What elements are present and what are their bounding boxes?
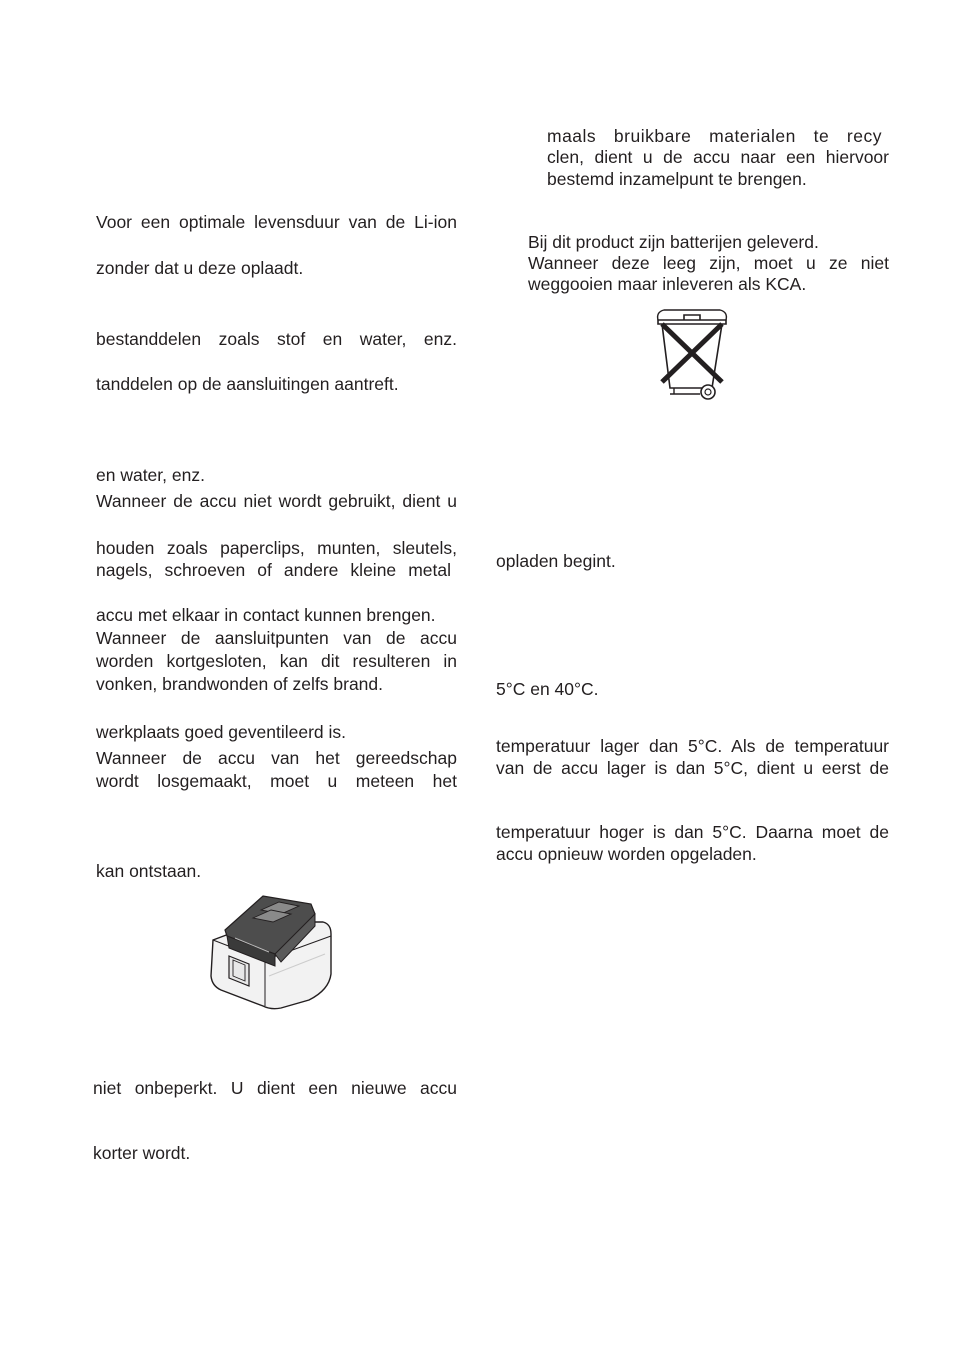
text-line: korter wordt.: [93, 1143, 191, 1163]
text-line: accu met elkaar in contact kunnen brengen.: [96, 605, 436, 625]
text-line: Wanneer de aansluitpunten van de accu: [96, 628, 457, 648]
text-line: Bij dit product zijn batterijen geleverd.: [528, 232, 819, 252]
text-line: Wanneer de accu niet wordt gebruikt, dient u: [96, 491, 457, 511]
text-line: maals bruikbare materialen te recy: [547, 126, 882, 146]
text-line: bestanddelen zoals stof en water, enz.: [96, 329, 457, 349]
text-line: en water, enz.: [96, 465, 205, 485]
text-line: tanddelen op de aansluitingen aantreft.: [96, 374, 399, 394]
text-line: zonder dat u deze oplaadt.: [96, 258, 304, 278]
text-line: weggooien maar inleveren als KCA.: [528, 274, 807, 294]
text-line: Wanneer deze leeg zijn, moet u ze niet: [528, 253, 889, 273]
text-line: kan ontstaan.: [96, 861, 202, 881]
text-line: houden zoals paperclips, munten, sleutels,: [96, 538, 457, 558]
text-line: niet onbeperkt. U dient een nieuwe accu: [93, 1078, 457, 1098]
text-line: Voor een optimale levensduur van de Li-ion: [96, 212, 457, 232]
text-line: 5°C en 40°C.: [496, 679, 599, 699]
text-line: clen, dient u de accu naar een hiervoor: [547, 147, 889, 167]
battery-pack-illustration: [205, 892, 337, 1012]
text-line: opladen begint.: [496, 551, 616, 571]
text-line: wordt losgemaakt, moet u meteen het: [96, 771, 457, 791]
text-line: werkplaats goed geventileerd is.: [96, 722, 347, 742]
text-line: accu opnieuw worden opgeladen.: [496, 844, 757, 864]
text-line: Wanneer de accu van het gereedschap: [96, 748, 457, 768]
text-line: nagels, schroeven of andere kleine metal: [96, 560, 451, 580]
text-line: temperatuur hoger is dan 5°C. Daarna moet de: [496, 822, 889, 842]
text-line: vonken, brandwonden of zelfs brand.: [96, 674, 383, 694]
text-line: worden kortgesloten, kan dit resulteren in: [96, 651, 457, 671]
text-line: van de accu lager is dan 5°C, dient u eerst de: [496, 758, 889, 778]
text-line: bestemd inzamelpunt te brengen.: [547, 169, 807, 189]
text-line: temperatuur lager dan 5°C. Als de temperatuur: [496, 736, 889, 756]
crossed-out-wheelie-bin-icon: [652, 304, 732, 402]
